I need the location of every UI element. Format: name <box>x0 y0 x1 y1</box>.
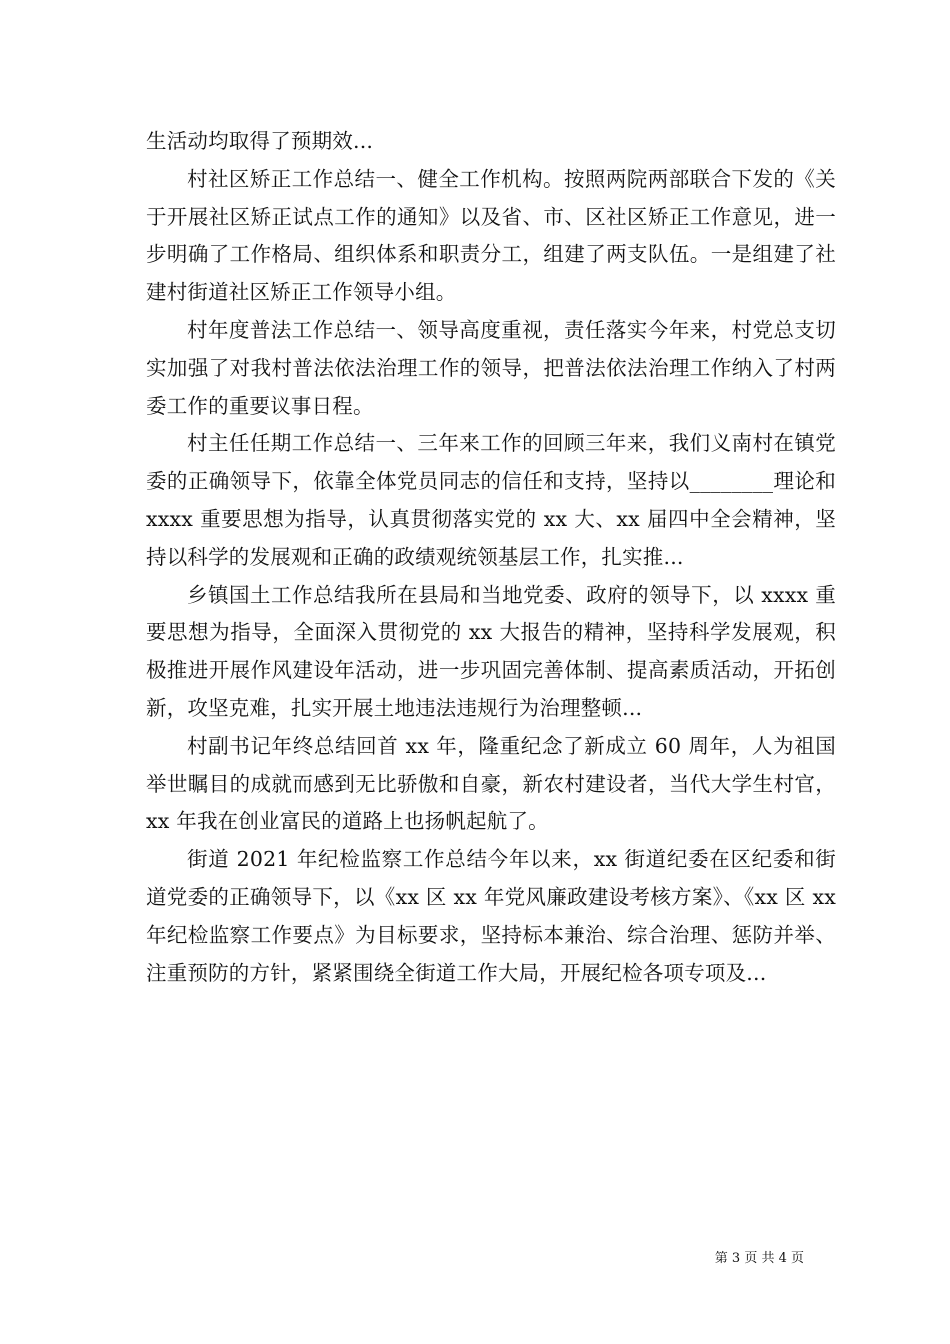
paragraph-continued: 生活动均取得了预期效... <box>146 129 374 153</box>
paragraph-deputy-secretary: 村副书记年终总结回首 xx 年，隆重纪念了新成立 60 周年，人为祖国举世瞩目的成就而感到无比骄傲和自豪，新农村建设者，当代大学生村官，xx 年我在创业富民的道路上也扬帆起航了。 <box>146 733 836 834</box>
document-body <box>146 123 836 992</box>
paragraph-village-director: 村主任任期工作总结一、三年来工作的回顾三年来，我们义南村在镇党委的正确领导下，依靠全体党员同志的信任和支持，坚持以________理论和 xxxx 重要思想为指导，认真贯彻落实党的 xx 大、xx 届四中全会精神，坚持以科学的发展观和正确的政绩观统领基层工作，扎实推... <box>146 431 836 569</box>
paragraph-community-correction: 村社区矫正工作总结一、健全工作机构。按照两院两部联合下发的《关于开展社区矫正试点工作的通知》以及省、市、区社区矫正工作意见，进一步明确了工作格局、组织体系和职责分工，组建了两支队伍。一是组建了社建村街道社区矫正工作领导小组。 <box>146 166 836 305</box>
paragraph-land-resources: 乡镇国土工作总结我所在县局和当地党委、政府的领导下，以 xxxx 重要思想为指导，全面深入贯彻党的 xx 大报告的精神，坚持科学发展观，积极推进开展作风建设年活动，进一步巩固完善体制、提高素质活动，开拓创新，攻坚克难，扎实开展土地违法违规行为治理整顿... <box>146 582 836 720</box>
page-number: 第 3 页 共 4 页 <box>714 1251 804 1266</box>
paragraph-legal-education: 村年度普法工作总结一、领导高度重视，责任落实今年来，村党总支切实加强了对我村普法依法治理工作的领导，把普法依法治理工作纳入了村两委工作的重要议事日程。 <box>146 317 836 418</box>
paragraph-discipline-inspection: 街道 2021 年纪检监察工作总结今年以来，xx 街道纪委在区纪委和街道党委的正确领导下，以《xx 区 xx 年党风廉政建设考核方案》、《xx 区 xx 年纪检监察工作要点》为目标要求，坚持标本兼治、综合治理、惩防并举、注重预防的方针，紧紧围绕全街道工作大局，开展纪检各项专项及... <box>146 847 836 985</box>
